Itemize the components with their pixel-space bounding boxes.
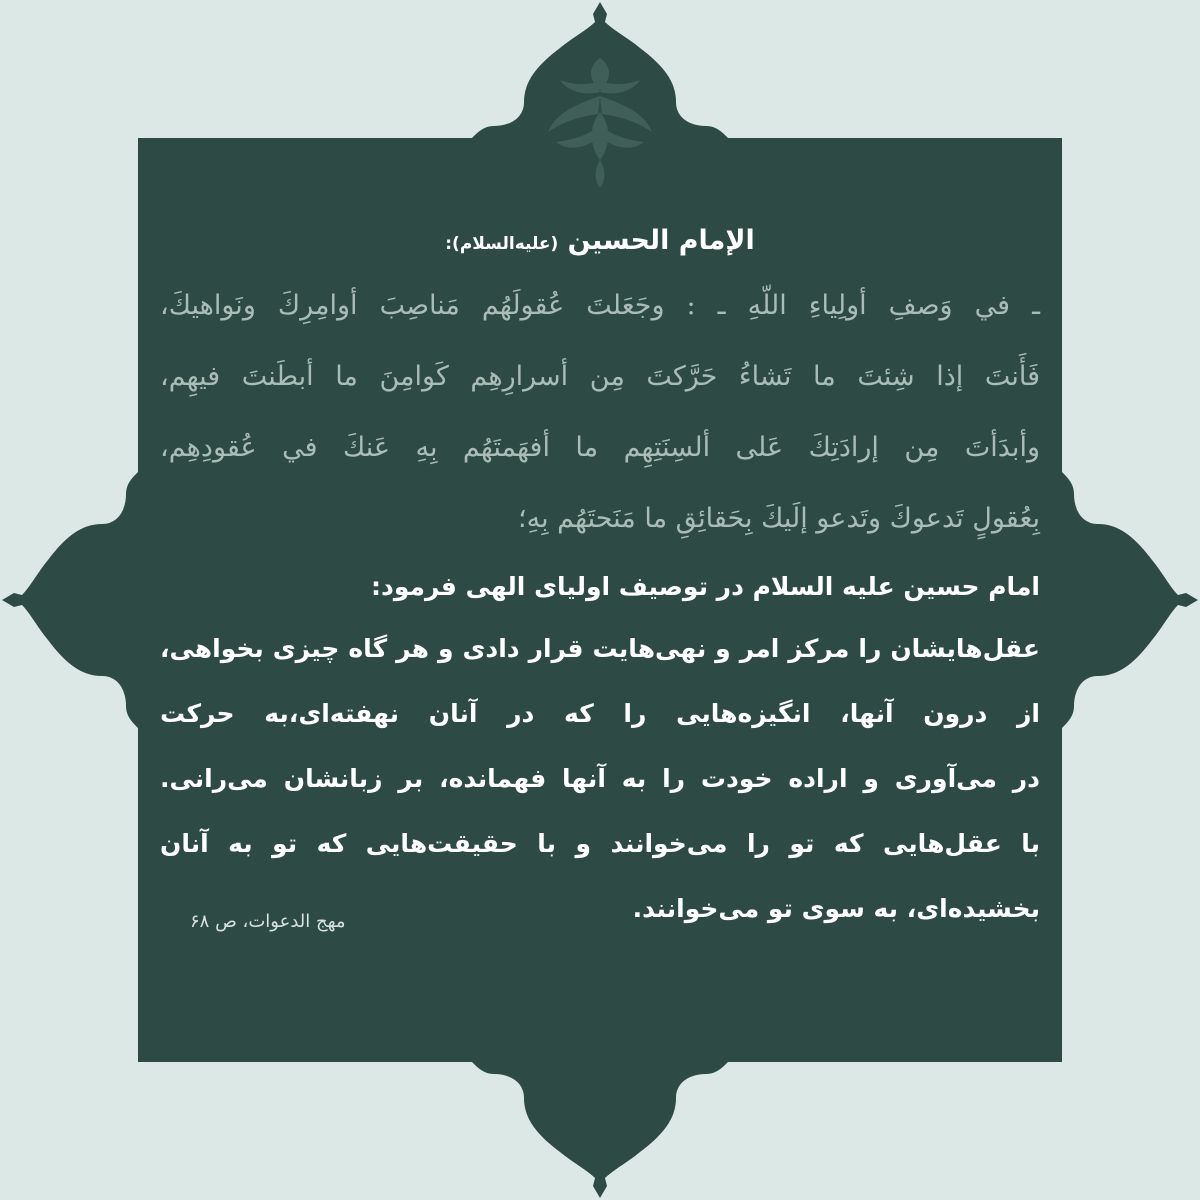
source-citation: مهج الدعوات، ص ۶۸ [190, 911, 346, 932]
quote-content [160, 225, 1040, 1015]
persian-line-text: بخشیده‌ای، به سوی تو می‌خوانند. [632, 894, 1040, 923]
arabic-line: بِعُقولٍ تَدعوكَ وتَدعو إلَيكَ بِحَقائِقِ ما مَنَحتَهُم بِهِ؛ [518, 503, 1040, 534]
persian-translation [160, 616, 1040, 941]
persian-line: عقل‌هایشان را مرکز امر و نهی‌هایت قرار دادی و هر گاه چیزی بخواهی، [160, 634, 1040, 663]
arabic-line: وأبدَأتَ مِن إرادَتِكَ عَلى ألسِنَتِهِم ما أفهَمتَهُم بِهِ عَنكَ في عُقودِهِم، [160, 432, 1040, 463]
persian-line: در می‌آوری و اراده خودت را به آنها فهمانده، بر زبانشان می‌رانی. [160, 764, 1040, 793]
right-dome [1062, 472, 1198, 728]
persian-heading: امام حسین علیه السلام در توصیف اولیای الهی فرمود: [371, 572, 1040, 601]
arabic-line: ـ في وَصفِ أولِياءِ اللّهِ ـ : وجَعَلتَ عُقولَهُم مَناصِبَ أوامِرِكَ ونَواهيكَ، [160, 290, 1040, 321]
persian-line: از درون آنها، انگیزه‌هایی را که در آنان نهفته‌ای،به حرکت [160, 699, 1040, 728]
persian-line: با عقل‌هایی که تو را می‌خوانند و با حقیقت‌هایی که تو به آنان [160, 829, 1040, 858]
left-dome [2, 472, 138, 728]
page-title [160, 225, 1040, 256]
arabic-quote [160, 270, 1040, 554]
bottom-dome [472, 1062, 728, 1198]
arabic-line: فَأَنتَ إذا شِئتَ ما تَشاءُ حَرَّكتَ مِن أسرارِهِم كَوامِنَ ما أبطَنتَ فيهِم، [160, 361, 1040, 392]
persian-line-last [160, 876, 1040, 941]
title-text: الإمام الحسين [567, 225, 755, 256]
title-honorific: (عليه‌السلام): [445, 234, 559, 254]
